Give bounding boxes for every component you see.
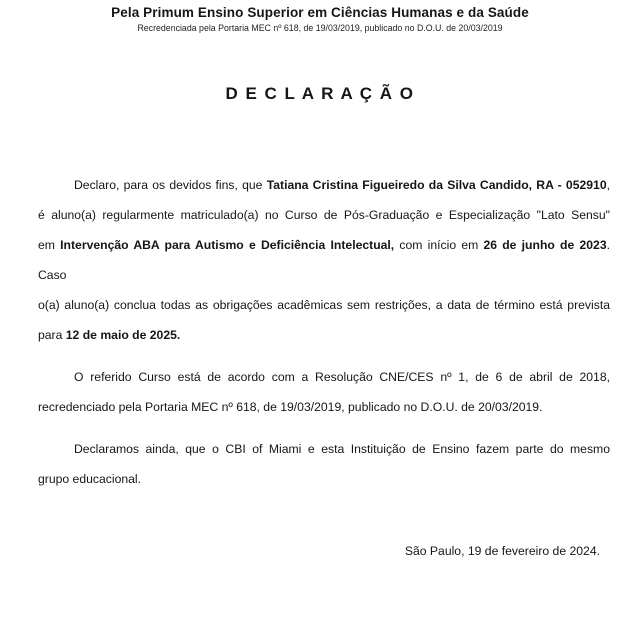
paragraph (38, 434, 610, 494)
text-line (38, 230, 610, 290)
text-segment: , (606, 178, 610, 192)
date-place-line: São Paulo, 19 de fevereiro de 2024. (404, 544, 600, 558)
paragraph (38, 170, 610, 350)
text-segment: o(a) aluno(a) conclua todas as obrigações acadêmicas sem restrições, a data de término está prevista (38, 298, 610, 312)
text-segment: O referido Curso está de acordo com a Resolução CNE/CES nº 1, de 6 de abril de 2018, (74, 370, 610, 384)
text-line (38, 290, 610, 320)
text-segment: . Caso (38, 238, 610, 282)
text-segment: com início em (394, 238, 484, 252)
text-line (38, 170, 610, 200)
emphasized-text: Intervenção ABA para Autismo e Deficiência Intelectual, (60, 238, 395, 252)
institution-name: Pela Primum Ensino Superior em Ciências Humanas e da Saúde (111, 5, 529, 20)
text-segment: Declaro, para os devidos fins, que (74, 178, 267, 192)
document-title: D E C L A R A Ç Ã O (225, 84, 415, 103)
text-segment: grupo educacional. (38, 472, 141, 486)
text-line (38, 362, 610, 392)
letterhead (0, 0, 640, 34)
text-segment: Declaramos ainda, que o CBI of Miami e esta Instituição de Ensino fazem parte do mesmo (74, 442, 610, 456)
text-segment: é aluno(a) regularmente matriculado(a) no Curso de Pós-Graduação e Especialização "Lato Sensu" (38, 208, 610, 222)
text-segment: para (38, 328, 66, 342)
document-body (38, 170, 610, 494)
text-line (38, 200, 610, 230)
text-segment: recredenciado pela Portaria MEC nº 618, de 19/03/2019, publicado no D.O.U. de 20/03/2019. (38, 400, 543, 414)
accreditation-note: Recredenciada pela Portaria MEC nº 618, de 19/03/2019, publicado no D.O.U. de 20/03/2019 (137, 23, 503, 33)
text-line (38, 434, 610, 464)
text-line (38, 392, 610, 422)
emphasized-text: 26 de junho de 2023 (483, 238, 607, 252)
paragraph (38, 362, 610, 422)
text-line (38, 464, 610, 494)
text-segment: em (38, 238, 61, 252)
text-line (38, 320, 610, 350)
emphasized-text: 12 de maio de 2025. (65, 328, 181, 342)
emphasized-text: Tatiana Cristina Figueiredo da Silva Candido, RA - 052910 (266, 178, 607, 192)
